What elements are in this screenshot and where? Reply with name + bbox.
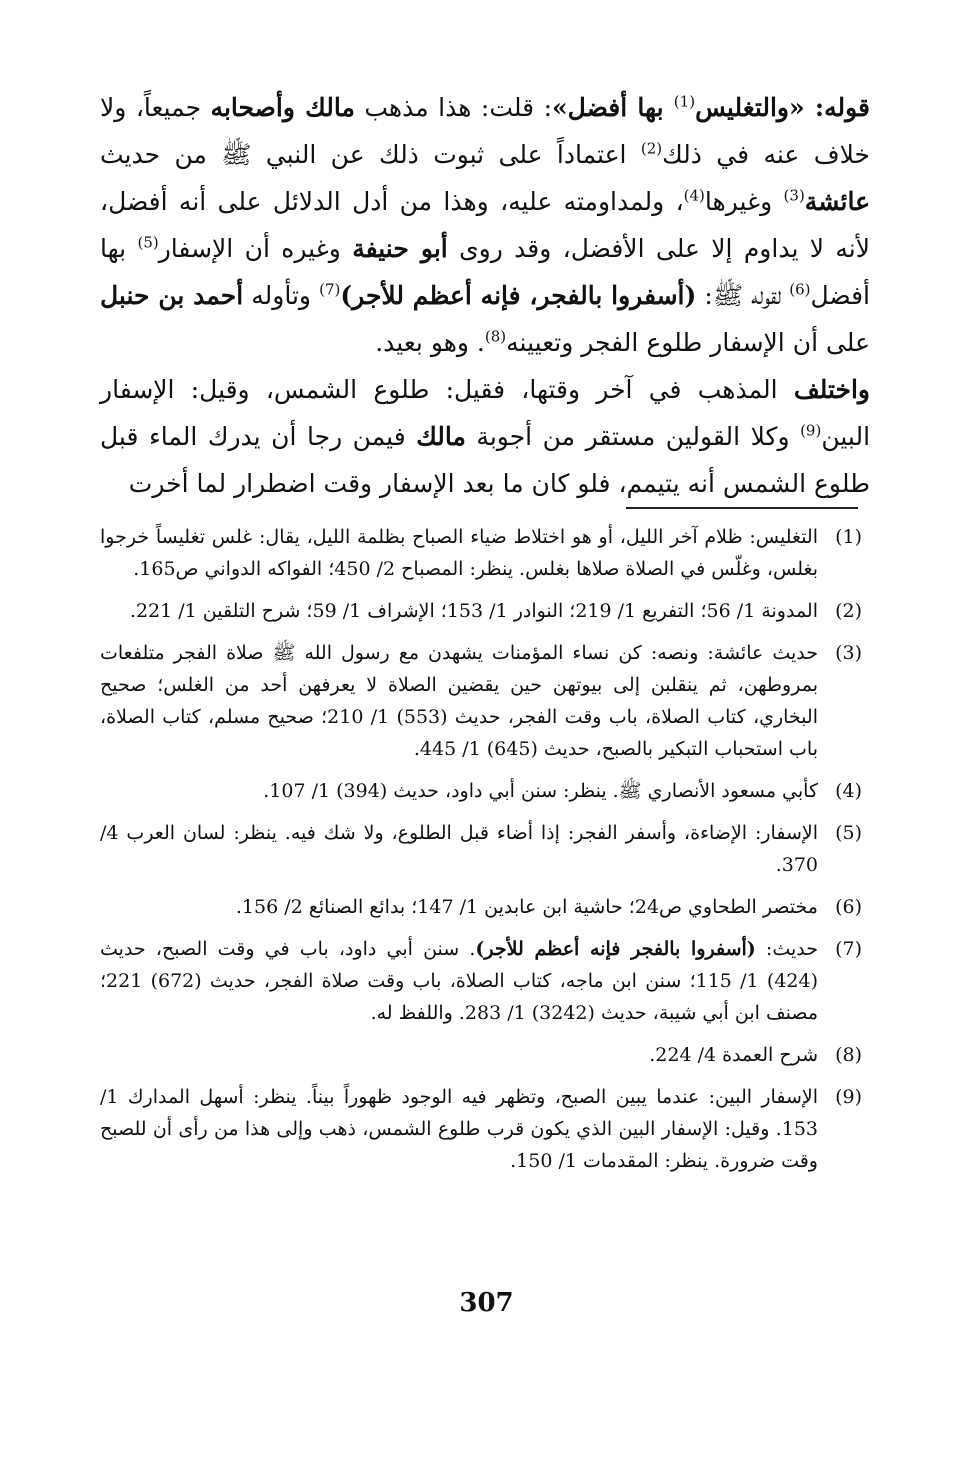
- footnote-reference: (8): [484, 327, 507, 346]
- paragraph: [100, 84, 870, 366]
- text-run: المذهب في آخر وقتها، فقيل: طلوع الشمس، وقيل: الإسفار البين: [100, 375, 871, 451]
- text-run: وكلا القولين مستقر من أجوبة: [465, 422, 801, 451]
- footnote: [100, 595, 870, 627]
- emphasized-text: واختلف: [793, 375, 870, 404]
- text-run: حديث عائشة: ونصه: كن نساء المؤمنات يشهدن مع رسول الله ﷺ صلاة الفجر متلفعات بمروطهن، ثم ينقلبن إلى بيوتهن حين يقضين الصلاة لا يعرفهن أحد من الغلس؛ صحيح البخاري، كتاب الصلاة، باب وقت الفجر، حديث (553) 1/ 210؛ صحيح مسلم، كتاب الصلاة، باب استحباب التبكير بالصبح، حديث (645) 1/ 445.: [100, 642, 818, 760]
- footnote-number: (5): [835, 822, 862, 844]
- footnote-number: (4): [835, 780, 862, 802]
- emphasized-text: (أسفروا بالفجر فإنه أعظم للأجر): [475, 938, 756, 960]
- text-run: : قلت: هذا مذهب: [354, 93, 553, 122]
- text-run: بها أفضل: [100, 234, 870, 310]
- text-run: مختصر الطحاوي ص24؛ حاشية ابن عابدين 1/ 147؛ بدائع الصنائع 2/ 156.: [235, 896, 818, 918]
- emphasized-text: مالك: [416, 422, 466, 451]
- footnote-number: (8): [835, 1044, 862, 1066]
- footnote-reference: (4): [683, 186, 705, 205]
- footnote-reference: (1): [673, 92, 696, 111]
- page-number: 307: [459, 1288, 514, 1318]
- emphasized-text: أحمد بن حنبل: [100, 281, 244, 310]
- text-run: . سنن أبي داود، باب في وقت الصبح، حديث (424) 1/ 115؛ سنن ابن ماجه، كتاب الصلاة، باب وقت صلاة الفجر، حديث (672) 221؛ مصنف ابن أبي شيبة، حديث (3242) 1/ 283. واللفظ له.: [100, 938, 818, 1024]
- text-run: فيمن رجا أن يدرك الماء قبل طلوع الشمس أنه يتيمم، فلو كان ما بعد الإسفار وقت اضطرار لما أخرت: [100, 422, 870, 498]
- footnote: [100, 775, 870, 807]
- main-text-body: [100, 84, 870, 507]
- text-run: وتأوله: [243, 281, 320, 310]
- footnotes-section: [100, 521, 870, 1187]
- text-run: لقوله ﷺ:: [696, 281, 790, 310]
- footnote-reference: (5): [137, 233, 159, 252]
- text-run: وغيره أن الإسفار: [158, 234, 353, 263]
- footnote-text: [100, 933, 818, 1029]
- footnote: [100, 637, 870, 765]
- text-run: التغليس: ظلام آخر الليل، أو هو اختلاط ضياء الصباح بظلمة الليل، يقال: غلس تغليساً خرجوا بغلس، وغلّس في الصلاة صلاها بغلس. ينظر: المصباح 2/ 450؛ الفواكه الدواني ص165.: [100, 526, 818, 580]
- emphasized-text: عائشة: [804, 187, 870, 216]
- footnote-divider: [626, 507, 858, 509]
- footnote: [100, 1039, 870, 1071]
- footnote-text: [100, 775, 818, 807]
- text-run: . وهو بعيد.: [375, 328, 485, 357]
- emphasized-text: بها أفضل»: [552, 93, 674, 122]
- text-run: شرح العمدة 4/ 224.: [649, 1044, 818, 1066]
- footnote-number: (2): [835, 600, 862, 622]
- footnote-text: [100, 891, 818, 923]
- footnote-text: [100, 1039, 818, 1071]
- paragraph: [100, 366, 870, 507]
- footnote-reference: (2): [640, 139, 663, 158]
- footnote: [100, 1081, 870, 1177]
- footnote: [100, 891, 870, 923]
- emphasized-text: (أسفروا بالفجر، فإنه أعظم للأجر): [340, 281, 697, 310]
- footnote-reference: (3): [783, 186, 805, 205]
- footnote-number: (7): [835, 938, 862, 960]
- footnote-reference: (7): [319, 280, 341, 299]
- text-run: كأبي مسعود الأنصاري ﷺ. ينظر: سنن أبي داود، حديث (394) 1/ 107.: [263, 780, 818, 802]
- footnote-reference: (9): [800, 421, 822, 440]
- footnote-text: [100, 637, 818, 765]
- footnote: [100, 817, 870, 881]
- emphasized-text: مالك وأصحابه: [210, 93, 355, 122]
- footnote-number: (6): [835, 896, 862, 918]
- text-run: على أن الإسفار طلوع الفجر وتعيينه: [506, 328, 870, 357]
- emphasized-text: أبو حنيفة: [352, 234, 448, 263]
- footnote-number: (9): [835, 1086, 862, 1108]
- text-run: حديث:: [755, 938, 818, 960]
- emphasized-text: والتغليس: [695, 93, 789, 122]
- footnote-number: (3): [835, 642, 862, 664]
- footnote: [100, 933, 870, 1029]
- emphasized-text: قوله: «: [789, 93, 871, 122]
- footnote-number: (1): [835, 526, 862, 548]
- footnote-text: [100, 817, 818, 881]
- text-run: ، ولمداومته عليه، وهذا من أدل الدلائل على أنه أفضل، لأنه لا يداوم إلا على الأفضل، وقد روى: [100, 187, 871, 263]
- footnote-text: [100, 1081, 818, 1177]
- text-run: الإسفار البين: عندما يبين الصبح، وتظهر فيه الوجود ظهوراً بيناً. ينظر: أسهل المدارك 1/ 153. وقيل: الإسفار البين الذي يكون قرب طلوع الشمس، ذهب وإلى هذا من رأى أن للصبح وقت ضرورة. ينظر: المقدمات 1/ 150.: [100, 1086, 818, 1172]
- footnote-text: [100, 521, 818, 585]
- text-run: اعتماداً على ثبوت ذلك عن النبي ﷺ من حديث: [100, 140, 641, 169]
- text-run: المدونة 1/ 56؛ التفريع 1/ 219؛ النوادر 1/ 153؛ الإشراف 1/ 59؛ شرح التلقين 1/ 221.: [129, 600, 818, 622]
- footnote: [100, 521, 870, 585]
- text-run: جميعاً، ولا خلاف عنه في ذلك: [100, 93, 870, 169]
- text-run: الإسفار: الإضاءة، وأسفر الفجر: إذا أضاء قبل الطلوع، ولا شك فيه. ينظر: لسان العرب 4/ 370.: [100, 822, 818, 876]
- footnote-reference: (6): [789, 280, 811, 299]
- footnote-text: [100, 595, 818, 627]
- text-run: وغيرها: [704, 187, 784, 216]
